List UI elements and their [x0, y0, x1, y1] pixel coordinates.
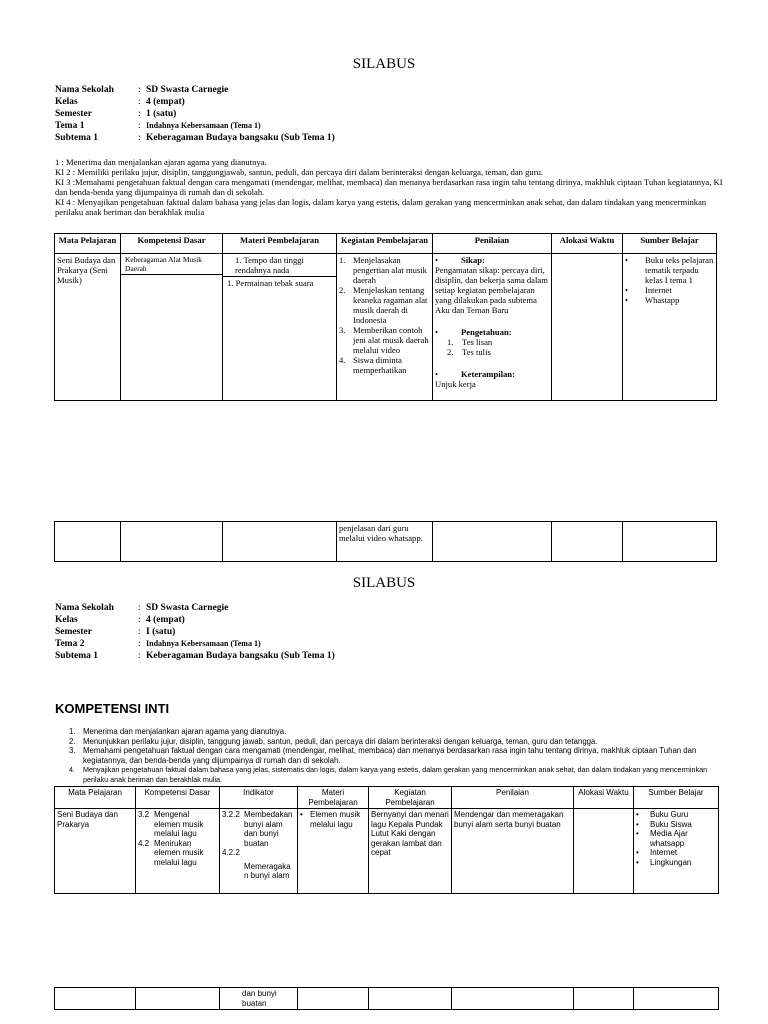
- kegiatan-item: 1. Menjelasakan pengertian alat musik daerah: [339, 255, 427, 285]
- cell-penilaian: [433, 254, 552, 401]
- sumber-item: • Buku Siswa: [636, 820, 716, 830]
- header-kompetensi-dasar: Kompetensi Dasar: [121, 234, 223, 254]
- penilaian-pengetahuan-item: 2. Tes tulis: [447, 347, 491, 357]
- ki-item: 4. Menyajikan pengetahuan faktual dalam bahasa yang jelas, sistematis dan logis, dalam karya yang estetis, dalam gerakan yang mencerminkan anak sehat, dan dalam tindakan yang mencerminkan perilaku anak beriman dan berakhlak mulia.: [69, 765, 708, 784]
- info-value: SD Swasta Carnegie: [146, 85, 229, 95]
- info-label: Subtema 1: [55, 133, 99, 143]
- info-value: 4 (empat): [146, 97, 185, 107]
- header-penilaian: Penilaian: [433, 234, 552, 254]
- info-value: 4 (empat): [146, 615, 185, 625]
- cell-materi: [223, 254, 337, 401]
- ki-item: 1. Menerima dan menjalankan ajaran agama yang dianutnya.: [69, 727, 287, 736]
- kompetensi-inti-heading: KOMPETENSI INTI: [55, 701, 170, 716]
- header-kompetensi-dasar: Kompetensi Dasar: [136, 787, 220, 809]
- sumber-item: • Internet: [636, 848, 716, 858]
- sumber-item: • Internet: [625, 285, 714, 295]
- info-label: Tema 1: [55, 121, 85, 131]
- ki-item: 3. Memahami pengetahuan faktual dengan cara mengamati (mendengar, melihat, membaca) dan menanya berdasarkan rasa ingin tahu tentang dirinya, makhluk ciptaan Tuhan dan kegiatannya, dan benda-benda yang dijumpainya di rumah dan di sekolah.: [69, 746, 697, 765]
- header-materi: Materi Pembelajaran: [223, 234, 337, 254]
- kegiatan-item: 4. Siswa diminta memperhatikan: [339, 355, 407, 375]
- cell-mapel: Seni Budaya dan Prakarya (Seni Musik): [55, 254, 121, 401]
- page1-info: Nama Sekolah : SD Swasta Carnegie Kelas : 4 (empat) Semester : 1 (satu) Tema 1 : Indahnya Kebersamaan (Tema 1) Subtema 1 : Keberagaman Budaya bangsaku (Sub Tema 1): [55, 85, 335, 143]
- info-value: Indahnya Kebersamaan (Tema 1): [146, 639, 261, 648]
- sumber-item: • Whastapp: [625, 295, 714, 305]
- header-sumber: Sumber Belajar: [634, 787, 719, 809]
- info-label: Semester: [55, 627, 92, 637]
- continuation-text: dan bunyi buatan: [220, 988, 298, 1010]
- sumber-item: • Lingkungan: [636, 858, 716, 868]
- info-label: Tema 2: [55, 639, 85, 649]
- ki-item: 1 : Menerima dan menjalankan ajaran agama yang dianutnya.: [55, 157, 267, 167]
- continuation-text: penjelasan dari guru melalui video whatsapp.: [337, 522, 433, 562]
- info-value: I (satu): [146, 627, 176, 637]
- kegiatan-item: 2. Menjelaskan tentang keaneka ragaman alat musik daerah di Indonesia: [339, 285, 428, 325]
- cell-penilaian: Mendengar dan memeragakan bunyi alam serta bunyi buatan: [452, 809, 574, 894]
- page2-syllabus-table: [54, 786, 719, 894]
- materi-item: 1. Tempo dan tinggi rendahnya nada: [223, 254, 336, 277]
- header-kegiatan: Kegiatan Pembelajaran: [337, 234, 433, 254]
- penilaian-keterampilan-text: Unjuk kerja: [435, 379, 476, 389]
- cell-alokasi: [552, 254, 623, 401]
- page2-continuation-table: [54, 987, 719, 1010]
- info-label: Kelas: [55, 97, 78, 107]
- info-value: SD Swasta Carnegie: [146, 603, 229, 613]
- ki-item: KI 2 : Memiliki perilaku jujur, disiplin, tanggungjawab, santun, peduli, dan percaya diri dalam berinteraksi dengan keluarga, teman, dan guru.: [55, 167, 544, 177]
- cell-materi: [298, 809, 369, 894]
- ki-item: KI 3 :Memahami pengetahuan faktual dengan cara mengamati (mendengar, melihat, membaca) dan menanya berdasarkan rasa ingin tahu tentang dirinya, makhluk ciptaan Tuhan kegiatannya, KI dan benda-benda yang dijumpainya di rumah dan di sekolah.: [55, 177, 723, 197]
- header-mata-pelajaran: Mata Pelajaran: [55, 787, 136, 809]
- cell-kd: [121, 254, 223, 401]
- penilaian-keterampilan-label: • Keterampilan:: [435, 369, 549, 379]
- info-label: Kelas: [55, 615, 78, 625]
- materi-item: • Elemen musik melalui lagu: [300, 810, 366, 829]
- cell-alokasi: [574, 809, 634, 894]
- penilaian-sikap-label: • Sikap:: [435, 255, 549, 265]
- header-mata-pelajaran: Mata Pelajaran: [55, 234, 121, 254]
- ki-item: KI 4 : Menyajikan pengetahuan faktual dalam bahasa yang jelas dan logis, dalam karya yang estetis, dalam gerakan yang mencerminkan anak sehat, dan dalam tindakan yang mencerminkan perilaku anak beriman dan berakhlak mulia: [55, 197, 707, 217]
- sumber-item: • Media Ajar whatsapp: [636, 829, 716, 848]
- info-label: Subtema 1: [55, 651, 99, 661]
- info-value: Keberagaman Budaya bangsaku (Sub Tema 1): [146, 133, 335, 143]
- kd-item: 3.2 Mengenal elemen musik melalui lagu: [138, 810, 204, 838]
- info-value: Indahnya Kebersamaan (Tema 1): [146, 121, 261, 130]
- materi-item: 1. Permainan tebak suara: [227, 278, 314, 288]
- cell-sumber: [634, 809, 719, 894]
- page1-syllabus-table: [54, 233, 717, 401]
- sumber-item: • Buku Guru: [636, 810, 716, 820]
- header-indikator: Indikator: [220, 787, 298, 809]
- info-value: Keberagaman Budaya bangsaku (Sub Tema 1): [146, 651, 335, 661]
- info-value: 1 (satu): [146, 109, 177, 119]
- indikator-item: 4.2.2 Memeragaka n bunyi alam: [222, 848, 291, 880]
- cell-kegiatan: [337, 254, 433, 401]
- page2-ki-list: [69, 727, 729, 785]
- header-materi: Materi Pembelajaran: [298, 787, 369, 809]
- page2-title: SILABUS: [352, 575, 416, 591]
- penilaian-pengetahuan-label: • Pengetahuan:: [435, 327, 549, 337]
- header-kegiatan: Kegiatan Pembelajaran: [369, 787, 452, 809]
- indikator-item: 3.2.2 Membedakan bunyi alam dan bunyi buatan: [222, 810, 293, 848]
- header-sumber: Sumber Belajar: [623, 234, 717, 254]
- page1-continuation-table: [54, 521, 717, 562]
- sumber-item: • Buku teks pelajaran tematik terpadu kelas I tema 1: [625, 255, 714, 285]
- info-label: Nama Sekolah: [55, 603, 114, 613]
- info-label: Semester: [55, 109, 92, 119]
- cell-mapel: Seni Budaya dan Prakarya: [55, 809, 136, 894]
- cell-kd: [136, 809, 220, 894]
- header-penilaian: Penilaian: [452, 787, 574, 809]
- header-alokasi: Alokasi Waktu: [552, 234, 623, 254]
- ki-item: 2. Menunjukkan perilaku jujur, disiplin, tanggung jawab, santun, peduli, dan percaya diri dalam berinteraksi dengan keluarga, teman, guru dan tetangga.: [69, 736, 598, 746]
- header-alokasi: Alokasi Waktu: [574, 787, 634, 809]
- kegiatan-item: 3. Memberikan contoh jeni alat musik daerah melalui video: [339, 325, 429, 355]
- page1-ki-list: [55, 157, 725, 217]
- info-label: Nama Sekolah: [55, 85, 114, 95]
- cell-indikator: [220, 809, 298, 894]
- kd-item: 4.2 Menirukan elemen musik melalui lagu: [138, 838, 204, 867]
- cell-kegiatan: Bernyanyi dan menari lagu Kepala Pundak Lutut Kaki dengan gerakan lambat dan cepat: [369, 809, 452, 894]
- penilaian-pengetahuan-item: 1. Tes lisan: [447, 337, 493, 347]
- page1-title: SILABUS: [352, 56, 416, 72]
- kd-text: Keberagaman Alat Musik Daerah: [121, 254, 222, 275]
- penilaian-sikap-text: Pengamatan sikap: percaya diri, disiplin, dan bekerja sama dalam setiap kegiatan pembelajaran yang dilakukan pada subtema Aku dan Teman Baru: [435, 265, 548, 315]
- cell-sumber: [623, 254, 717, 401]
- page2-info: Nama Sekolah : SD Swasta Carnegie Kelas : 4 (empat) Semester : I (satu) Tema 2 : Indahnya Kebersamaan (Tema 1) Subtema 1 : Keberagaman Budaya bangsaku (Sub Tema 1): [55, 603, 335, 661]
